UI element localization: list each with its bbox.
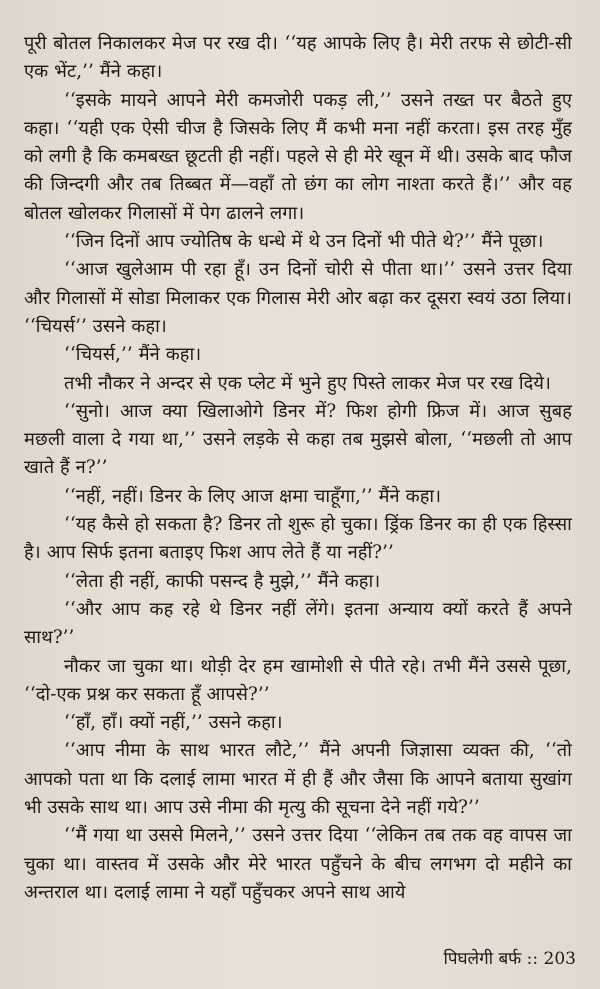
paragraph-10: ‘‘लेता ही नहीं, काफी पसन्द है मुझे,’’ मैंने कहा। bbox=[64, 570, 381, 592]
paragraph-6: तभी नौकर ने अन्दर से एक प्लेट में भुने हुए पिस्ते लाकर मेज पर रख दिये। bbox=[64, 372, 552, 394]
paragraph-11: ‘‘और आप कह रहे थे डिनर नहीं लेंगे। इतना अन्याय क्यों करते हैं अपने साथ?’’ bbox=[24, 598, 572, 649]
paragraph-15: ‘‘मैं गया था उससे मिलने,’’ उसने उत्तर दिया ‘‘लेकिन तब तक वह वापस जा चुका था। वास्तव में उसके और मेरे भारत पहुँचने के बीच लगभग दो महीने का अन्तराल था। दलाई लामा ने यहाँ पहुँचकर अपने साथ आये bbox=[24, 825, 572, 903]
paragraph-2: ‘‘इसके मायने आपने मेरी कमजोरी पकड़ ली,’’ उसने तख्त पर बैठते हुए कहा। ‘‘यही एक ऐसी चीज है जिसके लिए मैं कभी मना नहीं करता। इस तरह मुँह को लगी है कि कमबख्त छूटती ही नहीं। पहले से ही मेरे खून में थी। उसके बाद फौज की जिन्दगी और तब तिब्बत में—वहाँ तो छंग का लोग नाश्ता करते हैं।’’ और वह बोतल खोलकर गिलासों में पेग ढालने लगा। bbox=[24, 89, 572, 224]
paragraph-1: पूरी बोतल निकालकर मेज पर रख दी। ‘‘यह आपके लिए है। मेरी तरफ से छोटी-सी एक भेंट,’’ मैंने कहा। bbox=[24, 33, 572, 83]
paragraph-5: ‘‘चियर्स,’’ मैंने कहा। bbox=[64, 344, 202, 366]
page-footer: पिघलेगी बर्फ :: 203 bbox=[443, 949, 576, 969]
page-content bbox=[24, 30, 572, 907]
paragraph-7: ‘‘सुनो। आज क्या खिलाओगे डिनर में? फिश होगी फ्रिज में। आज सुबह मछली वाला दे गया था,’’ उसने लड़के से कहा तब मुझसे बोला, ‘‘मछली तो आप खाते हैं न?’’ bbox=[24, 400, 572, 479]
paragraph-8: ‘‘नहीं, नहीं। डिनर के लिए आज क्षमा चाहूँगा,’’ मैंने कहा। bbox=[64, 485, 442, 507]
paragraph-14: ‘‘आप नीमा के साथ भारत लौटे,’’ मैंने अपनी जिज्ञासा व्यक्त की, ‘‘तो आपको पता था कि दलाई लामा भारत में ही हैं और जैसा कि आपने बताया सुखांग भी उसके साथ था। आप उसे नीमा की मृत्यु की सूचना देने नहीं गये?’’ bbox=[24, 740, 572, 819]
paragraph-9: ‘‘यह कैसे हो सकता है? डिनर तो शुरू हो चुका। ड्रिंक डिनर का ही एक हिस्सा है। आप सिर्फ इतना बताइए फिश आप लेते हैं या नहीं?’’ bbox=[24, 514, 572, 564]
paragraph-3: ‘‘जिन दिनों आप ज्योतिष के धन्धे में थे उन दिनों भी पीते थे?’’ मैंने पूछा। bbox=[64, 231, 544, 253]
paragraph-12: नौकर जा चुका था। थोड़ी देर हम खामोशी से पीते रहे। तभी मैंने उससे पूछा, ‘‘दो-एक प्रश्न कर सकता हूँ आपसे?’’ bbox=[24, 655, 572, 705]
paragraph-13: ‘‘हाँ, हाँ। क्यों नहीं,’’ उसने कहा। bbox=[64, 712, 283, 734]
paragraph-4: ‘‘आज खुलेआम पी रहा हूँ। उन दिनों चोरी से पीता था।’’ उसने उत्तर दिया और गिलासों में सोडा मिलाकर एक गिलास मेरी ओर बढ़ा कर दूसरा स्वयं उठा लिया। ‘‘चियर्स’’ उसने कहा। bbox=[24, 259, 572, 337]
